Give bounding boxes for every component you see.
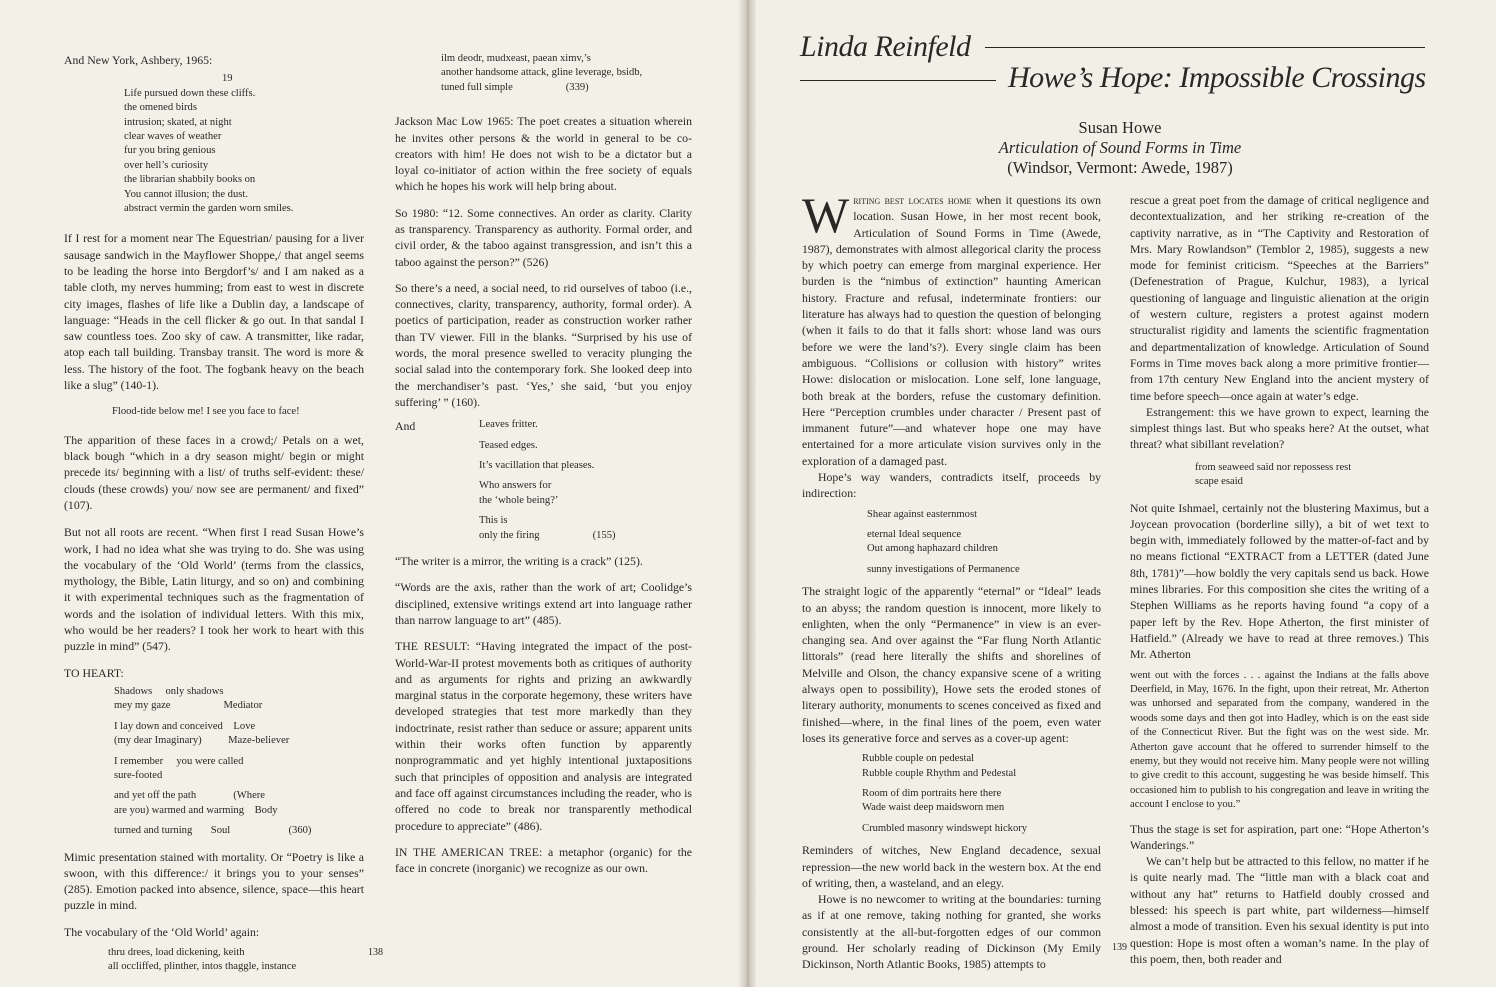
poem-lines xyxy=(124,87,364,217)
right-column-1 xyxy=(802,187,1101,973)
poem-line: Rubble couple Rhythm and Pedestal xyxy=(862,767,1017,779)
poem-block xyxy=(108,946,364,975)
poem-block xyxy=(441,52,692,95)
poem-line: Shear against easternmost xyxy=(867,508,978,520)
poem-line: ilm deodr, mudxeast, paean ximv,’s xyxy=(441,53,591,64)
poem-line: Teased edges. xyxy=(479,439,538,451)
poem-line: another handsome attack, gline leverage, bsidb, xyxy=(441,67,643,79)
poem-line: the librarian shabbily books on xyxy=(124,174,256,186)
paragraph: “Words are the axis, rather than the work of art; Coolidge’s disciplined, extensive writings extend art into language rather than narrow language to art” (485). xyxy=(395,580,692,627)
paragraph-text: when it questions its own location. Susan Howe, in her most recent book, Articulation of Sound Forms in Time (Awede, 1987), demonstrates with almost allegorical clarity the process by which poetry can emerge from marginal experience. Her burden is the “nimbus of extinction” haunting American history. Fracture and refusal, indeterminate frontiers: our literature has always had to question the question of belonging (when it fails to do that it falls short: whose land was ours before we were the land’s?). Every single claim has been ambiguous. “Collisions or collusion with history” writes Howe: dislocation or mislocation. Lone self, lone language, both break at the borders, refuse the customary definition. Here “Perception crumbles under character / Present past of immanent future”—and whatever hope one may have entertained for a more articulate vision survives only in the exploration of a damaged past. xyxy=(802,193,1101,468)
poem-line: Shadows only shadows xyxy=(114,685,224,697)
poem-number: 19 xyxy=(222,73,233,85)
paragraph: The straight logic of the apparently “eternal” or “Ideal” leads to an abyss; the random question is innocent, more likely to enlighten, when the only “Permanence” in view is an ever-changing sea. And over against the “Far flung North Atlantic littorals” (read here literally the shifts and shorelines of Melville and Olson, the chancy expansive scene of a writing always open to possibility), Howe sets the eroded stones of literary authority, monuments to scenes conceived as fixed and finished—where, in the final lines of the poem, even water loses its generative force and serves as a cover-up agent: xyxy=(802,584,1101,745)
poem-line: Flood-tide below me! I see you face to face! xyxy=(112,406,300,418)
poem-line: tuned full simple (339) xyxy=(441,81,589,93)
poem-line: scape esaid xyxy=(1195,476,1243,488)
poem-line: I remember you were called xyxy=(114,755,244,767)
poem-line: Rubble couple on pedestal xyxy=(862,753,975,765)
book-gutter xyxy=(738,0,758,987)
poem-block xyxy=(124,72,364,216)
paragraph: The vocabulary of the ‘Old World’ again: xyxy=(64,924,260,939)
book-author: Susan Howe xyxy=(1078,118,1162,137)
poem-line: I lay down and conceived Love xyxy=(114,720,256,732)
reviewed-book xyxy=(940,118,1300,178)
book-publication: (Windsor, Vermont: Awede, 1987) xyxy=(1007,158,1233,177)
poem-block xyxy=(867,508,1101,578)
paragraph: If I rest for a moment near The Equestrian/ pausing for a liver sausage sandwich in the Mayflower Shoppe,/ that angel seems to be leading the horse into Bergdorf’s/ and I am naked as a table cloth, my nerves humming; from east to west in discrete city images, flashes of life like a Dublin day, a landscape of language: “Heads in the cell flicker & go out. In that sandal I saw countless toes. Zoo sky of caw. A transmitter, like radar, atop each tall building. Transbay transit. The word is more & less. The history of the foot. The fogbank heavy on the beach like a slug” (140-1). xyxy=(64,231,364,393)
poem-line: Life pursued down these cliffs. xyxy=(124,87,256,99)
paragraph: Howe is no newcomer to writing at the boundaries: turning as if at one remove, taking nothing for granted, she works consistently at the all-but-forgotten edges of our common ground. Her scholarly reading of Dickinson (My Emily Dickinson, North Atlantic Books, 1985) attempts to xyxy=(802,892,1101,972)
paragraph: So 1980: “12. Some connectives. An order as clarity. Clarity as transparency. Transparency as authority. Formal order, and civil order, & the taboo against transgression, and isn’t this a taboo against the person?” (526) xyxy=(395,205,692,269)
poem-line: only the firing (155) xyxy=(479,529,616,541)
poem-line: It’s vacillation that pleases. xyxy=(479,460,595,472)
block-quote: went out with the forces . . . against the Indians at the falls above Deerfield, in May, 1676. In the fight, upon their retreat, Mr. Atherton was unhorsed and separated from the company, wandered in the woods some days and then got into Hadley, which is on the east side of the Connecticut River. But the fight was on the west side. Mr. Atherton gave account that he offered to surrender himself to the enemy, but they would not receive him. Many people were not willing to give credit to this account, suggesting he was beside himself. This occasioned him to publish to his congregation and leave in writing the account I enclose to you.” xyxy=(1130,669,1429,811)
paragraph: Hope’s way wanders, contradicts itself, proceeds by indirection: xyxy=(802,470,1101,501)
article-author: Linda Reinfeld xyxy=(800,30,971,63)
paragraph: And New York, Ashbery, 1965: xyxy=(64,53,213,67)
poem-line: Out among haphazard children xyxy=(867,543,998,555)
poem-line: intrusion; skated, at night xyxy=(124,116,232,128)
poem-block xyxy=(862,752,1101,836)
poem-line: over hell’s curiosity xyxy=(124,159,209,171)
poem-line: fur you bring genious xyxy=(124,145,216,157)
lead-in: riting best locates home xyxy=(853,193,972,207)
poem-line: turned and turning Soul (360) xyxy=(114,825,312,837)
poem-line: are you) warmed and warming Body xyxy=(114,804,278,816)
book-title: Articulation of Sound Forms in Time xyxy=(998,138,1242,157)
poem-line: Room of dim portraits here there xyxy=(862,788,1002,800)
paragraph: Thus the stage is set for aspiration, part one: “Hope Atherton’s Wanderings.” xyxy=(1130,821,1429,852)
poem-lines xyxy=(479,418,692,543)
poem-line: sunny investigations of Permanence xyxy=(867,563,1020,575)
paragraph xyxy=(802,187,1101,469)
header-rule xyxy=(800,80,996,81)
left-column-1 xyxy=(64,52,364,975)
poem-block xyxy=(1195,461,1429,490)
poem-line: You cannot illusion; the dust. xyxy=(124,188,248,200)
poem-line: (my dear Imaginary) Maze-believer xyxy=(114,735,290,747)
poem-lead: And xyxy=(395,419,416,434)
section-label: TO HEART: xyxy=(64,665,124,680)
poem-line: the ‘whole being?’ xyxy=(479,494,559,506)
paragraph: Jackson Mac Low 1965: The poet creates a situation wherein he invites other persons & the world in general to be co-creators with him! He does not wish to be a dictator but a loyal co-initiator of action within the free society of equals which he hopes his work will help bring about. xyxy=(395,114,692,194)
paragraph: rescue a great poet from the damage of critical negligence and decontextualization, and her striking re-creation of the captivity narrative, as in “The Captivity and Restoration of Mrs. Mary Rowlandson” (Temblor 2, 1985), suggests a new mode for feminist criticism. “Speeches at the Barriers” (Defenestration of Prague, Kulchur, 1983), a lyrical questioning of language and linguistic alienation at the origin of western culture, registers a protest against modern structuralist rigidity and laments the scientific fragmentation and departmentalization of knowledge. Articulation of Sound Forms in Time moves back along a more primitive frontier—from 17th century New England into the ancient mystery of time before speech—once again at water’s edge. xyxy=(1130,193,1429,403)
right-column-2 xyxy=(1130,192,1429,967)
page-number: 138 xyxy=(368,947,383,958)
paragraph: Mimic presentation stained with mortality. Or “Poetry is like a swoon, with this difference:/ it brings you to your senses” (285). Emotion packed into absence, silence, space—this heart puzzle in mind. xyxy=(64,849,364,913)
page-number: 139 xyxy=(1112,942,1127,953)
poem-line: mey my gaze Mediator xyxy=(114,700,263,712)
article-title: Howe’s Hope: Impossible Crossings xyxy=(1008,61,1426,94)
paragraph: We can’t help but be attracted to this fellow, no matter if he is quite nearly mad. The “little man with a black coat and without any hat” returns to Hatfield doubly crossed and blessed: his speech is part white, part wilderness—himself almost a mode of transition. Even his sexual identity is put into question: Hope is most often a woman’s name. In the play of this poem, then, both reader and xyxy=(1130,854,1429,966)
poem-line: clear waves of weather xyxy=(124,130,222,142)
paragraph: “The writer is a mirror, the writing is a crack” (125). xyxy=(395,554,643,569)
poem-block xyxy=(395,418,692,543)
poem-line: all occliffed, plinther, intos thaggle, instance xyxy=(108,961,297,973)
poem-line: eternal Ideal sequence xyxy=(867,529,962,541)
poem-line: and yet off the path (Where xyxy=(114,790,266,802)
poem-line: This is xyxy=(479,515,508,527)
poem-block xyxy=(114,685,364,839)
paragraph: THE RESULT: “Having integrated the impact of the post-World-War-II protest movements both as critiques of authority and as arguments for rights and prizing an awkwardly marginal status in the corporate hegemony, these writers have developed strategies that test more markedly than they indoctrinate, resist rather than seduce or assure; apparent units within their works often function by apparently nonprogrammatic and yet highly intentional juxtapositions such that principles of opposition and analysis are integrated and face off against circumstances including the reader, who is offered no code to break nor transparently methodical procedure to appreciate” (486). xyxy=(395,639,692,833)
left-column-2 xyxy=(395,52,692,876)
poem-line: Who answers for xyxy=(479,480,552,492)
paragraph: Reminders of witches, New England decadence, sexual repression—the new world back in the western box. At the end of writing, then, a wasteland, and an elegy. xyxy=(802,843,1101,890)
poem-line: the omened birds xyxy=(124,102,197,114)
poem-line: thru drees, load dickening, keith xyxy=(108,947,245,959)
poem-line: from seaweed said nor repossess rest xyxy=(1195,461,1352,473)
poem-line: Leaves fritter. xyxy=(479,419,538,431)
paragraph: Not quite Ishmael, certainly not the blustering Maximus, but a Joycean provocation (borderline silly), a bit of wet text to begin with, immediately followed by the matter-of-fact and by no means fictional “EXTRACT from a LETTER (dated June 8th, 1781)”—how boldly the very capitals send us back. Howe mines libraries. For this composition she cites the writing of a Stephen Williams as he reports having found “a copy of a paper left by the Rev. Hope Atherton, the first minister of Hatfield.” (Already we have to read at three removes.) This Mr. Atherton xyxy=(1130,500,1429,662)
poem-line: sure-footed xyxy=(114,769,163,781)
paragraph: But not all roots are recent. “When first I read Susan Howe’s work, I had no idea what she was trying to do. She was using the vocabulary of the ‘Old World’ (terms from the classics, mythology, the Bible, Latin liturgy, and so on) and combining it with experimental techniques such as the fragmentation of words and the isolation of individual letters. With this mix, who would be her readers? I took her work to heart with this puzzle in mind” (547). xyxy=(64,525,364,654)
poem-line: Wade waist deep maidsworn men xyxy=(862,802,1005,814)
drop-cap: W xyxy=(802,187,850,243)
paragraph: So there’s a need, a social need, to rid ourselves of taboo (i.e., connectives, clarity, transparency, authority, formal order). A poetics of participation, reader as construction worker rather than TV viewer. Fill in the blanks. “Surprised by his use of words, the moral presence swelled to veracity plunging the social salad into the contemporary fork. She looked deep into the merchandiser’s past. ‘Yes,’ she said, ‘but you enjoy suffering’ ” (160). xyxy=(395,280,692,409)
header-rule xyxy=(985,47,1425,48)
paragraph: Estrangement: this we have grown to expect, learning the simplest things last. But who speaks here? At the outset, what threat? what sibillant revelation? xyxy=(1130,404,1429,452)
paragraph: IN THE AMERICAN TREE: a metaphor (organic) for the face in concrete (inorganic) we recognize as our own. xyxy=(395,844,692,876)
poem-line: abstract vermin the garden worn smiles. xyxy=(124,202,294,214)
paragraph: The apparition of these faces in a crowd;/ Petals on a wet, black bough “which in a dry season might/ begin or might precede its/ beginning with a list/ of truths self-evident: these/ clouds (these crowds) you/ now see are permanent/ and fixed” (107). xyxy=(64,432,364,512)
poem-line: Crumbled masonry windswept hickory xyxy=(862,822,1028,834)
